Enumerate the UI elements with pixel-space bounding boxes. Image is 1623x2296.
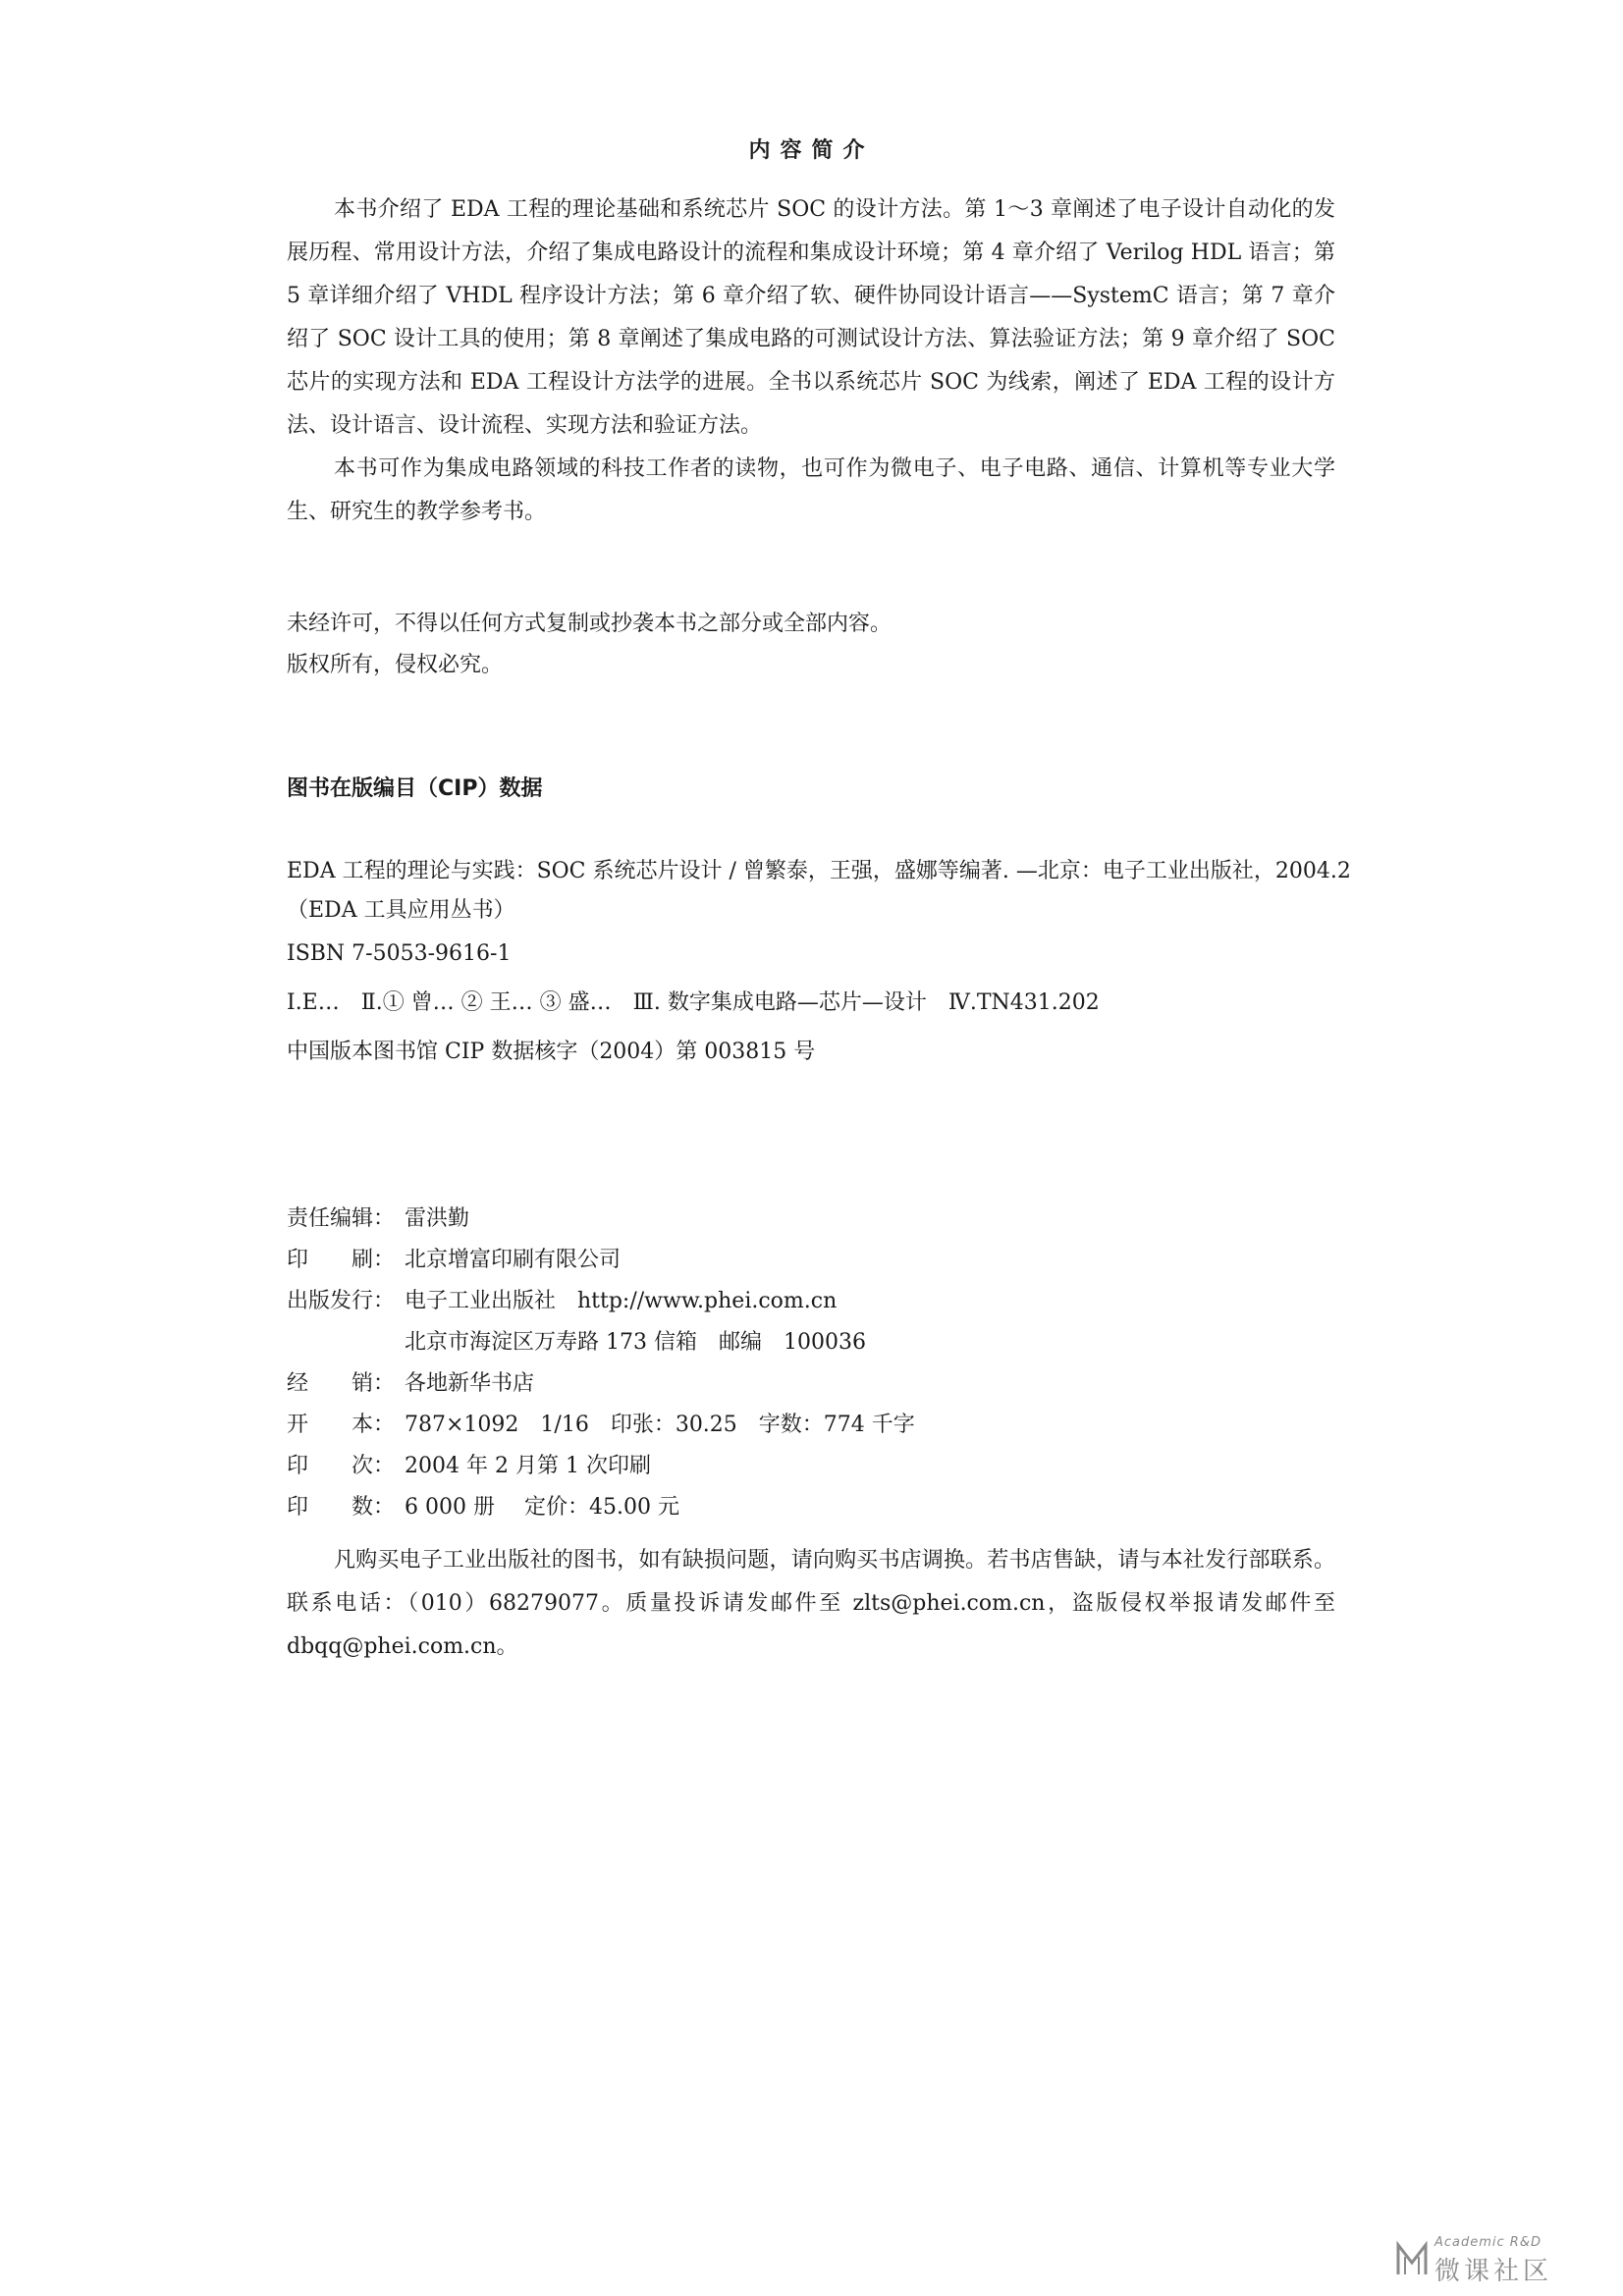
- imprint-editor: [287, 1205, 469, 1233]
- watermark: [1395, 2235, 1601, 2286]
- distributor-label: 经 销：: [287, 1371, 396, 1396]
- imprint-publisher: [287, 1288, 837, 1315]
- intro-paragraph-2: 本书可作为集成电路领域的科技工作者的读物，也可作为微电子、电子电路、通信、计算机等专业大学生、研究生的教学参考书。: [287, 456, 1335, 524]
- cip-isbn: ISBN 7-5053-9616-1: [287, 941, 512, 966]
- mw-logo-icon: [1395, 2239, 1429, 2278]
- watermark-en: Academic R&D: [1434, 2235, 1542, 2250]
- cip-heading: 图书在版编目（CIP）数据: [287, 776, 543, 801]
- edition-label: 印 次：: [287, 1454, 396, 1478]
- publisher-value: 电子工业出版社 http://www.phei.com.cn: [405, 1289, 838, 1313]
- copyright-notice: 未经许可，不得以任何方式复制或抄袭本书之部分或全部内容。: [287, 612, 893, 636]
- format-value: 787×1092 1/16 印张：30.25 字数：774 千字: [405, 1413, 915, 1437]
- printer-label: 印 刷：: [287, 1248, 396, 1272]
- copies-label: 印 数：: [287, 1495, 396, 1520]
- format-label: 开 本：: [287, 1413, 396, 1437]
- imprint-printer: [287, 1247, 621, 1274]
- publisher-label: 出版发行：: [287, 1289, 396, 1313]
- imprint-address: 北京市海淀区万寿路 173 信箱 邮编 100036: [405, 1330, 866, 1355]
- intro-paragraph-1: 本书介绍了 EDA 工程的理论基础和系统芯片 SOC 的设计方法。第 1～3 章阐述了电子设计自动化的发展历程、常用设计方法，介绍了集成电路设计的流程和集成设计环境；第 4 章介绍了 Verilog HDL 语言；第 5 章详细介绍了 VHDL 程序设计方法；第 6 章介绍了软、硬件协同设计语言——SystemC 语言；第 7 章介绍了 SOC 设计工具的使用；第 8 章阐述了集成电路的可测试设计方法、算法验证方法；第 9 章介绍了 SOC 芯片的实现方法和 EDA 工程设计方法学的进展。全书以系统芯片 SOC 为线索，阐述了 EDA 工程的设计方法、设计语言、设计流程、实现方法和验证方法。: [287, 197, 1335, 438]
- price-value: 定价：45.00 元: [523, 1495, 679, 1520]
- printer-value: 北京增富印刷有限公司: [405, 1248, 622, 1272]
- rights-reserved: 版权所有，侵权必究。: [287, 653, 504, 677]
- cip-title-line: EDA 工程的理论与实践：SOC 系统芯片设计 / 曾繁泰，王强，盛娜等编著. —北京：电子工业出版社，2004.2: [287, 859, 1351, 883]
- distributor-value: 各地新华书店: [405, 1371, 535, 1396]
- imprint-edition: [287, 1453, 651, 1480]
- imprint-format: [287, 1412, 915, 1439]
- imprint-copies: [287, 1494, 679, 1522]
- edition-value: 2004 年 2 月第 1 次印刷: [405, 1454, 651, 1478]
- editor-label: 责任编辑：: [287, 1206, 396, 1231]
- editor-value: 雷洪勤: [405, 1206, 470, 1231]
- cip-classification: Ⅰ.E… Ⅱ.① 曾… ② 王… ③ 盛… Ⅲ. 数字集成电路—芯片—设计 Ⅳ.TN431.202: [287, 990, 1100, 1015]
- page-title: 内容简介: [748, 138, 875, 163]
- purchase-notice: 凡购买电子工业出版社的图书，如有缺损问题，请向购买书店调换。若书店售缺，请与本社发行部联系。联系电话：（010）68279077。质量投诉请发邮件至 zlts@phei.com.cn，盗版侵权举报请发邮件至 dbqq@phei.com.cn。: [287, 1548, 1335, 1659]
- copies-value: 6 000 册: [405, 1495, 495, 1520]
- cip-record-number: 中国版本图书馆 CIP 数据核字（2004）第 003815 号: [287, 1040, 816, 1064]
- imprint-distributor: [287, 1370, 534, 1398]
- cip-series: （EDA 工具应用丛书）: [287, 898, 515, 923]
- watermark-cn: 微课社区: [1434, 2257, 1553, 2286]
